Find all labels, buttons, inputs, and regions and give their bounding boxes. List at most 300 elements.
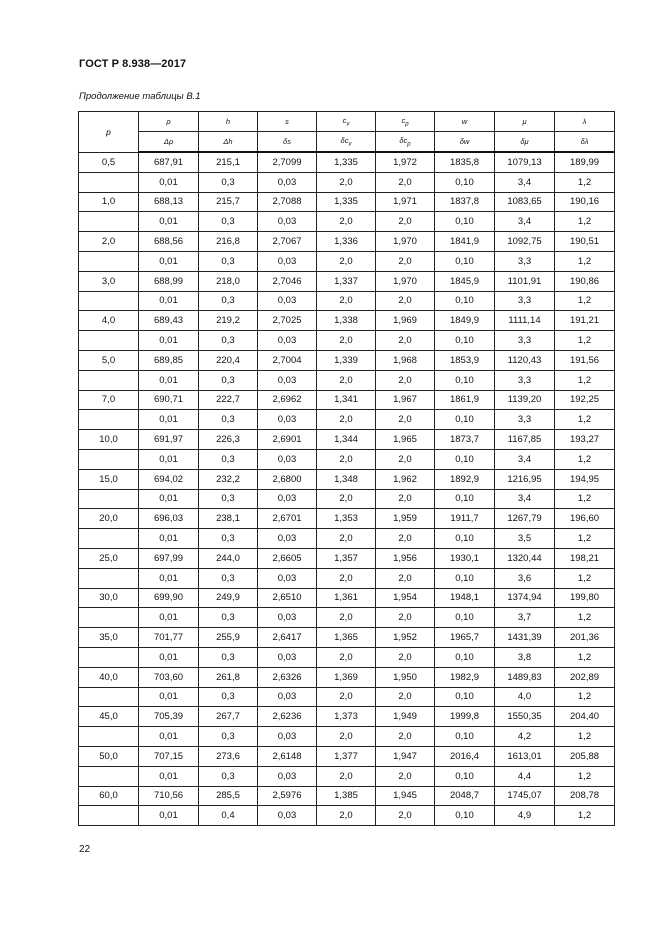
value-cell: 1216,95	[495, 469, 555, 489]
uncertainty-cell: 0,03	[258, 370, 317, 390]
table-row-uncertainty	[79, 568, 615, 588]
value-cell: 1550,35	[495, 707, 555, 727]
uncertainty-cell: 0,01	[139, 331, 199, 351]
uncertainty-cell: 0,01	[139, 529, 199, 549]
value-cell: 1,353	[317, 509, 376, 529]
empty-cell	[79, 251, 139, 271]
table-row	[79, 667, 615, 687]
value-cell: 1320,44	[495, 548, 555, 568]
table-row	[79, 509, 615, 529]
uncertainty-cell: 0,3	[199, 529, 258, 549]
value-cell: 1,335	[317, 192, 376, 212]
uncertainty-cell: 3,3	[495, 291, 555, 311]
value-cell: 1092,75	[495, 232, 555, 252]
uncertainty-cell: 0,3	[199, 647, 258, 667]
value-cell: 1,949	[376, 707, 435, 727]
value-cell: 1,967	[376, 390, 435, 410]
table-row	[79, 588, 615, 608]
page-number: 22	[79, 844, 91, 855]
pressure-cell: 25,0	[79, 548, 139, 568]
value-cell: 1837,8	[435, 192, 495, 212]
value-cell: 1,357	[317, 548, 376, 568]
table-row-uncertainty	[79, 449, 615, 469]
uncertainty-cell: 0,01	[139, 647, 199, 667]
header-top-rho: ρ	[139, 112, 199, 132]
uncertainty-cell: 4,4	[495, 766, 555, 786]
pressure-cell: 3,0	[79, 271, 139, 291]
empty-cell	[79, 331, 139, 351]
empty-cell	[79, 212, 139, 232]
value-cell: 2,6962	[258, 390, 317, 410]
value-cell: 249,9	[199, 588, 258, 608]
value-cell: 1,338	[317, 311, 376, 331]
value-cell: 1,952	[376, 628, 435, 648]
value-cell: 2,6701	[258, 509, 317, 529]
uncertainty-cell: 0,10	[435, 608, 495, 628]
uncertainty-cell: 2,0	[317, 647, 376, 667]
uncertainty-cell: 0,03	[258, 766, 317, 786]
uncertainty-cell: 1,2	[555, 251, 615, 271]
table-row	[79, 232, 615, 252]
uncertainty-cell: 0,3	[199, 608, 258, 628]
table-row-uncertainty	[79, 489, 615, 509]
uncertainty-cell: 3,7	[495, 608, 555, 628]
header-bottom-dcv: $\delta c_v$	[317, 132, 376, 153]
uncertainty-cell: 0,03	[258, 251, 317, 271]
value-cell: 194,95	[555, 469, 615, 489]
table-body	[79, 152, 615, 826]
value-cell: 220,4	[199, 350, 258, 370]
uncertainty-cell: 2,0	[376, 251, 435, 271]
value-cell: 1873,7	[435, 430, 495, 450]
value-cell: 201,36	[555, 628, 615, 648]
value-cell: 1911,7	[435, 509, 495, 529]
uncertainty-cell: 2,0	[376, 608, 435, 628]
empty-cell	[79, 370, 139, 390]
empty-cell	[79, 647, 139, 667]
uncertainty-cell: 3,4	[495, 489, 555, 509]
uncertainty-cell: 0,3	[199, 370, 258, 390]
pressure-cell: 15,0	[79, 469, 139, 489]
uncertainty-cell: 0,03	[258, 727, 317, 747]
data-table	[78, 111, 615, 826]
uncertainty-cell: 2,0	[317, 608, 376, 628]
empty-cell	[79, 410, 139, 430]
value-cell: 1,341	[317, 390, 376, 410]
value-cell: 697,99	[139, 548, 199, 568]
value-cell: 191,56	[555, 350, 615, 370]
uncertainty-cell: 4,9	[495, 806, 555, 826]
uncertainty-cell: 0,10	[435, 370, 495, 390]
value-cell: 1853,9	[435, 350, 495, 370]
uncertainty-cell: 0,3	[199, 687, 258, 707]
table-row-uncertainty	[79, 172, 615, 192]
uncertainty-cell: 0,01	[139, 449, 199, 469]
uncertainty-cell: 2,0	[376, 291, 435, 311]
uncertainty-cell: 1,2	[555, 529, 615, 549]
uncertainty-cell: 1,2	[555, 449, 615, 469]
header-top-s: s	[258, 112, 317, 132]
uncertainty-cell: 3,3	[495, 410, 555, 430]
value-cell: 1892,9	[435, 469, 495, 489]
value-cell: 1999,8	[435, 707, 495, 727]
uncertainty-cell: 2,0	[317, 370, 376, 390]
uncertainty-cell: 0,3	[199, 568, 258, 588]
value-cell: 273,6	[199, 746, 258, 766]
pressure-cell: 1,0	[79, 192, 139, 212]
uncertainty-cell: 0,3	[199, 172, 258, 192]
table-row-uncertainty	[79, 529, 615, 549]
table-row	[79, 548, 615, 568]
uncertainty-cell: 2,0	[317, 489, 376, 509]
value-cell: 199,80	[555, 588, 615, 608]
uncertainty-cell: 4,2	[495, 727, 555, 747]
uncertainty-cell: 2,0	[376, 727, 435, 747]
table-row-uncertainty	[79, 291, 615, 311]
value-cell: 705,39	[139, 707, 199, 727]
uncertainty-cell: 1,2	[555, 410, 615, 430]
value-cell: 190,16	[555, 192, 615, 212]
value-cell: 2,6326	[258, 667, 317, 687]
uncertainty-cell: 1,2	[555, 766, 615, 786]
header-top-mu: μ	[495, 112, 555, 132]
header-bottom-dmu: δμ	[495, 132, 555, 153]
uncertainty-cell: 0,10	[435, 212, 495, 232]
uncertainty-cell: 0,10	[435, 410, 495, 430]
value-cell: 1111,14	[495, 311, 555, 331]
value-cell: 204,40	[555, 707, 615, 727]
value-cell: 219,2	[199, 311, 258, 331]
document-code: ГОСТ Р 8.938—2017	[79, 58, 187, 70]
table-row	[79, 469, 615, 489]
value-cell: 1139,20	[495, 390, 555, 410]
value-cell: 2,7004	[258, 350, 317, 370]
value-cell: 215,7	[199, 192, 258, 212]
pressure-cell: 45,0	[79, 707, 139, 727]
pressure-cell: 50,0	[79, 746, 139, 766]
value-cell: 1,972	[376, 152, 435, 172]
uncertainty-cell: 0,03	[258, 608, 317, 628]
value-cell: 189,99	[555, 152, 615, 172]
table-row	[79, 746, 615, 766]
pressure-cell: 2,0	[79, 232, 139, 252]
uncertainty-cell: 0,10	[435, 687, 495, 707]
value-cell: 1,970	[376, 232, 435, 252]
uncertainty-cell: 2,0	[376, 370, 435, 390]
empty-cell	[79, 172, 139, 192]
empty-cell	[79, 529, 139, 549]
value-cell: 1835,8	[435, 152, 495, 172]
uncertainty-cell: 0,01	[139, 687, 199, 707]
uncertainty-cell: 0,10	[435, 449, 495, 469]
empty-cell	[79, 766, 139, 786]
uncertainty-cell: 0,3	[199, 489, 258, 509]
uncertainty-cell: 2,0	[376, 568, 435, 588]
uncertainty-cell: 0,01	[139, 766, 199, 786]
value-cell: 2,7099	[258, 152, 317, 172]
uncertainty-cell: 2,0	[376, 212, 435, 232]
uncertainty-cell: 2,0	[376, 172, 435, 192]
header-bottom-dlambda: δλ	[555, 132, 615, 153]
value-cell: 2,6417	[258, 628, 317, 648]
uncertainty-cell: 0,03	[258, 806, 317, 826]
table-row-uncertainty	[79, 410, 615, 430]
value-cell: 285,5	[199, 786, 258, 806]
header-bottom-dcp: $\delta c_p$	[376, 132, 435, 153]
uncertainty-cell: 3,6	[495, 568, 555, 588]
pressure-cell: 10,0	[79, 430, 139, 450]
table-row-uncertainty	[79, 370, 615, 390]
table-row	[79, 271, 615, 291]
uncertainty-cell: 1,2	[555, 291, 615, 311]
uncertainty-cell: 0,01	[139, 212, 199, 232]
table-caption: Продолжение таблицы В.1	[79, 91, 201, 102]
table-row	[79, 390, 615, 410]
value-cell: 1,945	[376, 786, 435, 806]
table-row-uncertainty	[79, 331, 615, 351]
empty-cell	[79, 727, 139, 747]
header-row-bottom	[79, 132, 615, 153]
value-cell: 244,0	[199, 548, 258, 568]
uncertainty-cell: 2,0	[317, 449, 376, 469]
uncertainty-cell: 0,01	[139, 410, 199, 430]
value-cell: 688,13	[139, 192, 199, 212]
uncertainty-cell: 2,0	[376, 449, 435, 469]
value-cell: 196,60	[555, 509, 615, 529]
value-cell: 688,99	[139, 271, 199, 291]
uncertainty-cell: 3,5	[495, 529, 555, 549]
value-cell: 1,348	[317, 469, 376, 489]
value-cell: 191,21	[555, 311, 615, 331]
value-cell: 1,336	[317, 232, 376, 252]
value-cell: 261,8	[199, 667, 258, 687]
value-cell: 1841,9	[435, 232, 495, 252]
value-cell: 232,2	[199, 469, 258, 489]
uncertainty-cell: 3,4	[495, 172, 555, 192]
table-row-uncertainty	[79, 766, 615, 786]
value-cell: 2,5976	[258, 786, 317, 806]
table-row	[79, 628, 615, 648]
uncertainty-cell: 0,03	[258, 568, 317, 588]
uncertainty-cell: 1,2	[555, 212, 615, 232]
uncertainty-cell: 0,01	[139, 172, 199, 192]
uncertainty-cell: 2,0	[317, 331, 376, 351]
uncertainty-cell: 0,10	[435, 291, 495, 311]
value-cell: 1267,79	[495, 509, 555, 529]
value-cell: 2,7067	[258, 232, 317, 252]
value-cell: 2,6148	[258, 746, 317, 766]
value-cell: 701,77	[139, 628, 199, 648]
value-cell: 691,97	[139, 430, 199, 450]
table-row	[79, 350, 615, 370]
table-row	[79, 192, 615, 212]
value-cell: 1120,43	[495, 350, 555, 370]
uncertainty-cell: 0,03	[258, 331, 317, 351]
uncertainty-cell: 2,0	[376, 529, 435, 549]
uncertainty-cell: 0,3	[199, 331, 258, 351]
uncertainty-cell: 1,2	[555, 331, 615, 351]
pressure-cell: 0,5	[79, 152, 139, 172]
uncertainty-cell: 0,10	[435, 806, 495, 826]
uncertainty-cell: 0,3	[199, 251, 258, 271]
pressure-cell: 20,0	[79, 509, 139, 529]
table-row-uncertainty	[79, 251, 615, 271]
table-row-uncertainty	[79, 727, 615, 747]
header-row-top	[79, 112, 615, 132]
value-cell: 205,88	[555, 746, 615, 766]
header-top-h: h	[199, 112, 258, 132]
header-top-cp: $c_p$	[376, 112, 435, 132]
uncertainty-cell: 0,01	[139, 806, 199, 826]
uncertainty-cell: 1,2	[555, 687, 615, 707]
value-cell: 689,85	[139, 350, 199, 370]
value-cell: 1167,85	[495, 430, 555, 450]
value-cell: 1,365	[317, 628, 376, 648]
value-cell: 1,965	[376, 430, 435, 450]
value-cell: 699,90	[139, 588, 199, 608]
uncertainty-cell: 2,0	[317, 172, 376, 192]
uncertainty-cell: 2,0	[317, 529, 376, 549]
empty-cell	[79, 687, 139, 707]
value-cell: 688,56	[139, 232, 199, 252]
value-cell: 1,344	[317, 430, 376, 450]
uncertainty-cell: 1,2	[555, 370, 615, 390]
uncertainty-cell: 2,0	[376, 410, 435, 430]
value-cell: 208,78	[555, 786, 615, 806]
value-cell: 1083,65	[495, 192, 555, 212]
value-cell: 1,361	[317, 588, 376, 608]
uncertainty-cell: 0,01	[139, 568, 199, 588]
uncertainty-cell: 3,8	[495, 647, 555, 667]
uncertainty-cell: 0,3	[199, 291, 258, 311]
empty-cell	[79, 449, 139, 469]
pressure-cell: 60,0	[79, 786, 139, 806]
uncertainty-cell: 1,2	[555, 806, 615, 826]
uncertainty-cell: 0,10	[435, 251, 495, 271]
value-cell: 1613,01	[495, 746, 555, 766]
value-cell: 192,25	[555, 390, 615, 410]
value-cell: 1079,13	[495, 152, 555, 172]
uncertainty-cell: 0,03	[258, 529, 317, 549]
uncertainty-cell: 0,3	[199, 766, 258, 786]
value-cell: 1,373	[317, 707, 376, 727]
value-cell: 238,1	[199, 509, 258, 529]
empty-cell	[79, 291, 139, 311]
value-cell: 1849,9	[435, 311, 495, 331]
table-row-uncertainty	[79, 687, 615, 707]
value-cell: 226,3	[199, 430, 258, 450]
uncertainty-cell: 2,0	[317, 212, 376, 232]
value-cell: 2,6236	[258, 707, 317, 727]
uncertainty-cell: 0,10	[435, 568, 495, 588]
uncertainty-cell: 0,10	[435, 489, 495, 509]
uncertainty-cell: 3,4	[495, 212, 555, 232]
value-cell: 222,7	[199, 390, 258, 410]
uncertainty-cell: 0,03	[258, 291, 317, 311]
uncertainty-cell: 1,2	[555, 568, 615, 588]
uncertainty-cell: 0,10	[435, 647, 495, 667]
pressure-cell: 35,0	[79, 628, 139, 648]
header-top-w: w	[435, 112, 495, 132]
uncertainty-cell: 2,0	[317, 766, 376, 786]
value-cell: 1,956	[376, 548, 435, 568]
header-bottom-dw: δw	[435, 132, 495, 153]
value-cell: 190,51	[555, 232, 615, 252]
value-cell: 267,7	[199, 707, 258, 727]
table-row	[79, 430, 615, 450]
uncertainty-cell: 0,01	[139, 727, 199, 747]
uncertainty-cell: 2,0	[317, 291, 376, 311]
value-cell: 696,03	[139, 509, 199, 529]
uncertainty-cell: 2,0	[376, 331, 435, 351]
value-cell: 1,950	[376, 667, 435, 687]
uncertainty-cell: 3,3	[495, 251, 555, 271]
value-cell: 1,337	[317, 271, 376, 291]
value-cell: 1,339	[317, 350, 376, 370]
table-row-uncertainty	[79, 608, 615, 628]
empty-cell	[79, 608, 139, 628]
uncertainty-cell: 0,03	[258, 172, 317, 192]
value-cell: 690,71	[139, 390, 199, 410]
value-cell: 1,970	[376, 271, 435, 291]
uncertainty-cell: 3,4	[495, 449, 555, 469]
value-cell: 2,6800	[258, 469, 317, 489]
value-cell: 1,959	[376, 509, 435, 529]
value-cell: 218,0	[199, 271, 258, 291]
uncertainty-cell: 0,3	[199, 410, 258, 430]
value-cell: 710,56	[139, 786, 199, 806]
table-row	[79, 152, 615, 172]
uncertainty-cell: 2,0	[317, 568, 376, 588]
value-cell: 1861,9	[435, 390, 495, 410]
value-cell: 1,385	[317, 786, 376, 806]
pressure-cell: 4,0	[79, 311, 139, 331]
value-cell: 694,02	[139, 469, 199, 489]
uncertainty-cell: 1,2	[555, 727, 615, 747]
uncertainty-cell: 0,10	[435, 727, 495, 747]
value-cell: 1948,1	[435, 588, 495, 608]
uncertainty-cell: 1,2	[555, 172, 615, 192]
uncertainty-cell: 4,0	[495, 687, 555, 707]
value-cell: 1982,9	[435, 667, 495, 687]
value-cell: 1,377	[317, 746, 376, 766]
pressure-cell: 30,0	[79, 588, 139, 608]
value-cell: 1,968	[376, 350, 435, 370]
value-cell: 1374,94	[495, 588, 555, 608]
uncertainty-cell: 0,01	[139, 251, 199, 271]
uncertainty-cell: 2,0	[376, 647, 435, 667]
table-row-uncertainty	[79, 647, 615, 667]
table-row	[79, 311, 615, 331]
value-cell: 215,1	[199, 152, 258, 172]
empty-cell	[79, 568, 139, 588]
uncertainty-cell: 2,0	[317, 687, 376, 707]
value-cell: 703,60	[139, 667, 199, 687]
value-cell: 1101,91	[495, 271, 555, 291]
header-bottom-drho: Δρ	[139, 132, 199, 153]
header-p: p	[79, 112, 139, 153]
value-cell: 198,21	[555, 548, 615, 568]
value-cell: 1,369	[317, 667, 376, 687]
uncertainty-cell: 0,10	[435, 529, 495, 549]
uncertainty-cell: 0,3	[199, 449, 258, 469]
uncertainty-cell: 0,10	[435, 331, 495, 351]
uncertainty-cell: 3,3	[495, 331, 555, 351]
value-cell: 1,969	[376, 311, 435, 331]
uncertainty-cell: 0,03	[258, 449, 317, 469]
pressure-cell: 7,0	[79, 390, 139, 410]
uncertainty-cell: 0,03	[258, 647, 317, 667]
